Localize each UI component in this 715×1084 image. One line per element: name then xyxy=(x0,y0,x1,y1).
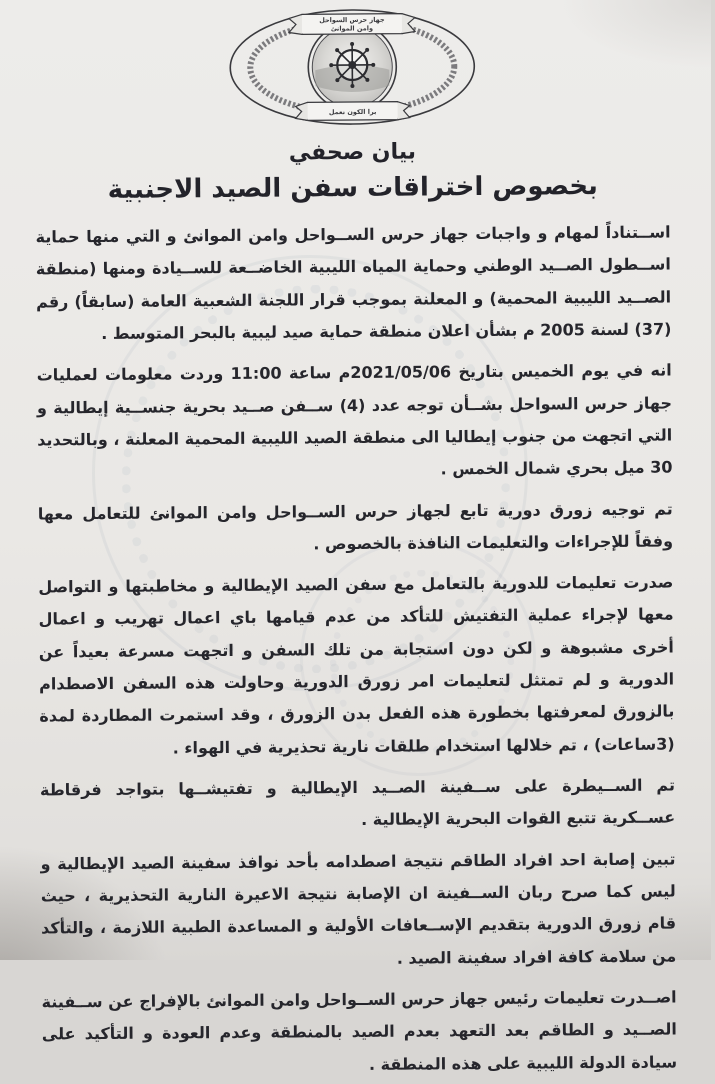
ship-wheel-icon xyxy=(329,42,375,88)
press-release-body xyxy=(35,217,677,1084)
paragraph-release-order: اصــدرت تعليمات رئيس جهاز حرس الســواحل وامن الموانئ بالإفراج عن ســفينة الصــيد و الطاقم بعد التعهد بعدم الصيد بالمنطقة وعدم العودة و التأكيد على سيادة الدولة الليبية على هذه المنطقة . xyxy=(41,981,677,1083)
press-release-title: بيان صحفي xyxy=(35,138,670,168)
paragraph-incident-report: انه في يوم الخميس بتاريخ 2021/05/06م ساعة 11:00 وردت معلومات لعمليات جهاز حرس السواحل بشــأن توجه عدد (4) ســفن صــيد بحرية جنســية إيطالية و التي اتجهت من جنوب إيطاليا الى منطقة الصيد الليبية المحمية المعلنة ، وبالتحديد 30 ميل بحري شمال الخمس . xyxy=(37,355,673,489)
press-release-subtitle: بخصوص اختراقات سفن الصيد الاجنبية xyxy=(35,171,670,206)
coast-guard-emblem xyxy=(226,7,477,127)
emblem-top-banner-line1: جهاز حرس السواحل xyxy=(319,16,385,25)
paragraph-patrol-dispatch: تم توجيه زورق دورية تابع لجهاز حرس الســواحل وامن الموانئ للتعامل معها وفقاً للإجراءات والتعليمات النافذة بالخصوص . xyxy=(38,493,673,563)
paragraph-pursuit: صدرت تعليمات للدورية بالتعامل مع سفن الصيد الإيطالية و مخاطبتها و التواصل معها لإجراء عملية التفتيش للتأكد من عدم قيامها باي اعمال تهريب و اعمال أخرى مشبوهة و لكن دون استجابة من تلك السفن و اتجهت مسرعة بعيداً عن الدورية و لم تمتثل لتعليمات امر زورق الدورية وحاولت هذه السفن الاصطدام بالزورق لمعرفتها بخطورة هذه الفعل بدن الزورق ، وقد استمرت المطاردة لمدة (3ساعات) ، تم خلالها استخدام طلقات نارية تحذيرية في الهواء . xyxy=(38,567,675,766)
ribbon-top xyxy=(288,14,414,35)
ribbon-bottom xyxy=(295,102,409,121)
paragraph-seizure: تم الســيطرة على ســفينة الصــيد الإيطالية و تفتيشــها بتواجد فرقاطة عســكرية تتبع القوات البحرية الإيطالية . xyxy=(40,769,675,839)
emblem-bottom-banner: برا الكون نعمل xyxy=(328,108,376,116)
paragraph-legal-basis: اســتناداً لمهام و واجبات جهاز حرس الســواحل وامن الموانئ و التي منها حماية اســطول الصــيد الوطني وحماية المياه الليبية الخاضــعة للســيادة ومنها (منطقة الصــيد الليبية المحمية) و المعلنة بموجب قرار اللجنة الشعبية العامة (سابقاً) رقم (37) لسنة 2005 م بشأن اعلان منطقة حماية صيد ليبية بالبحر المتوسط . xyxy=(35,217,671,351)
emblem-top-banner-line2: وامن الموانئ xyxy=(330,24,372,32)
paragraph-crew-injury: تبين إصابة احد افراد الطاقم نتيجة اصطدامه بأحد نوافذ سفينة الصيد الإيطالية و ليس كما صرح ربان الســفينة ان الإصابة نتيجة الاعيرة النارية التحذيرية ، حيث قام زورق الدورية بتقديم الإســعافات الأولية و المساعدة الطبية اللازمة ، والتأكد من سلامة كافة افراد سفينة الصيد . xyxy=(40,843,676,977)
